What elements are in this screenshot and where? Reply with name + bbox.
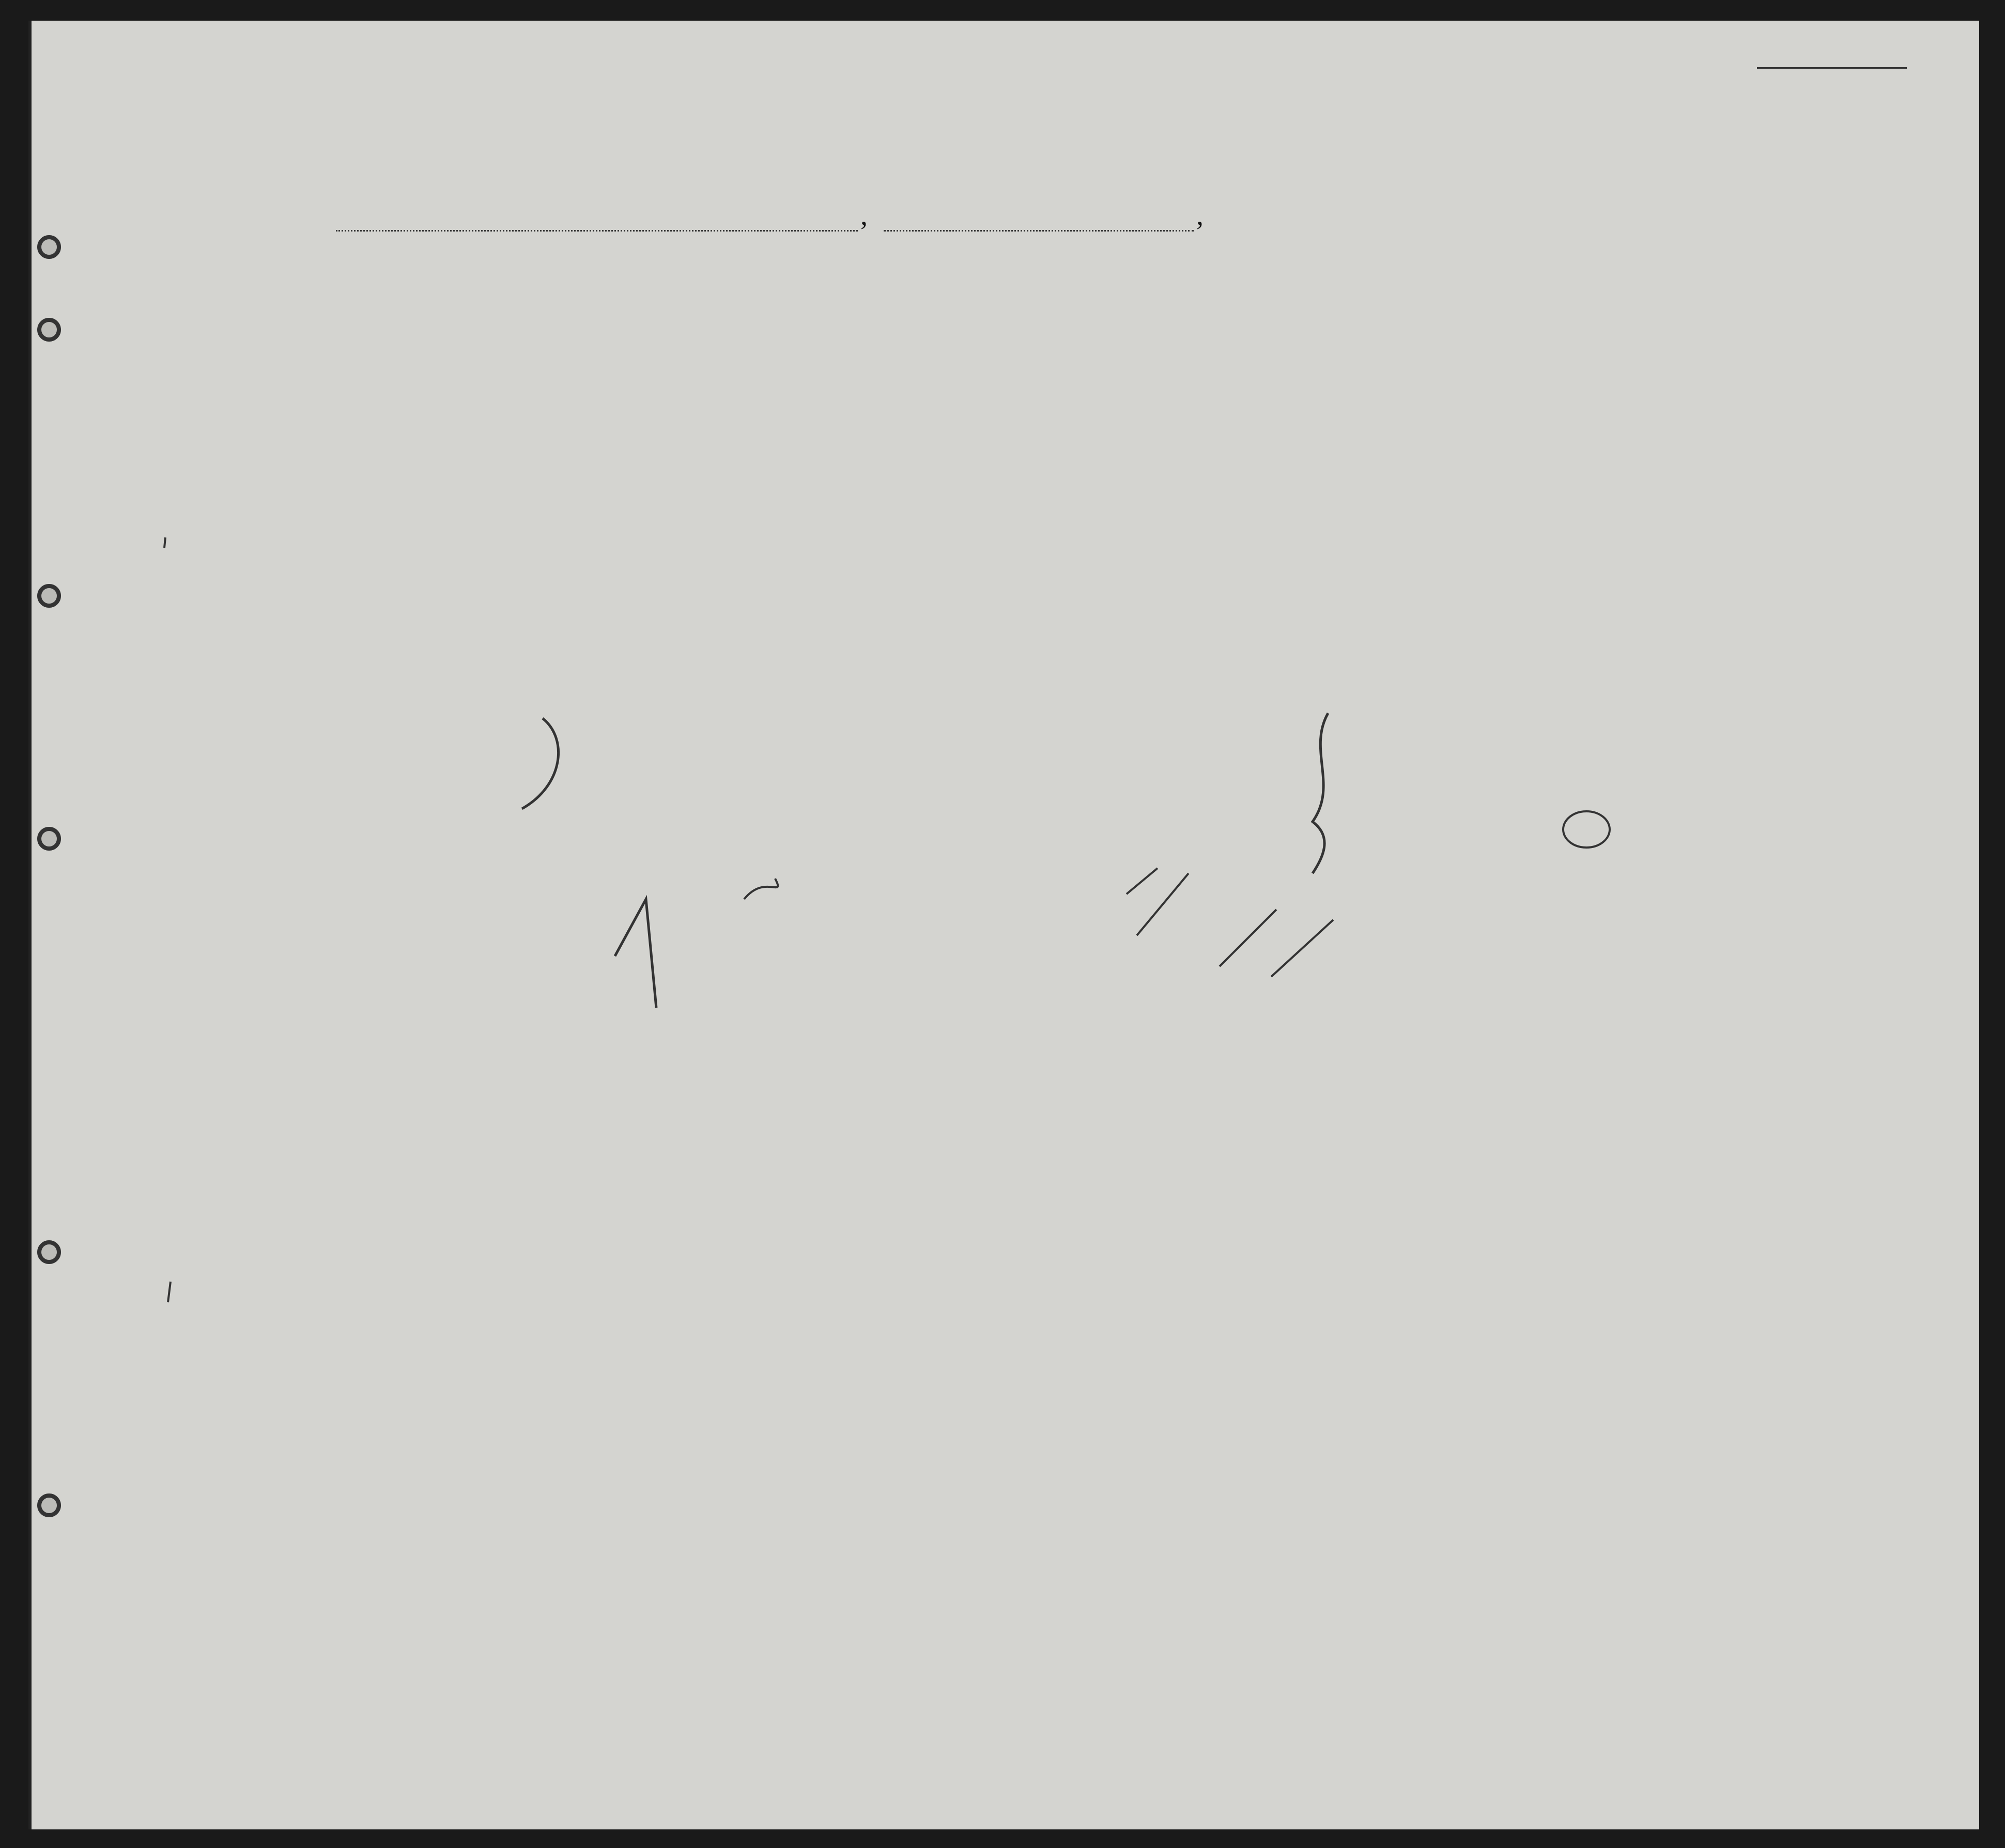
comma-separator: , <box>1196 199 1204 232</box>
comma-separator: , <box>860 199 868 232</box>
